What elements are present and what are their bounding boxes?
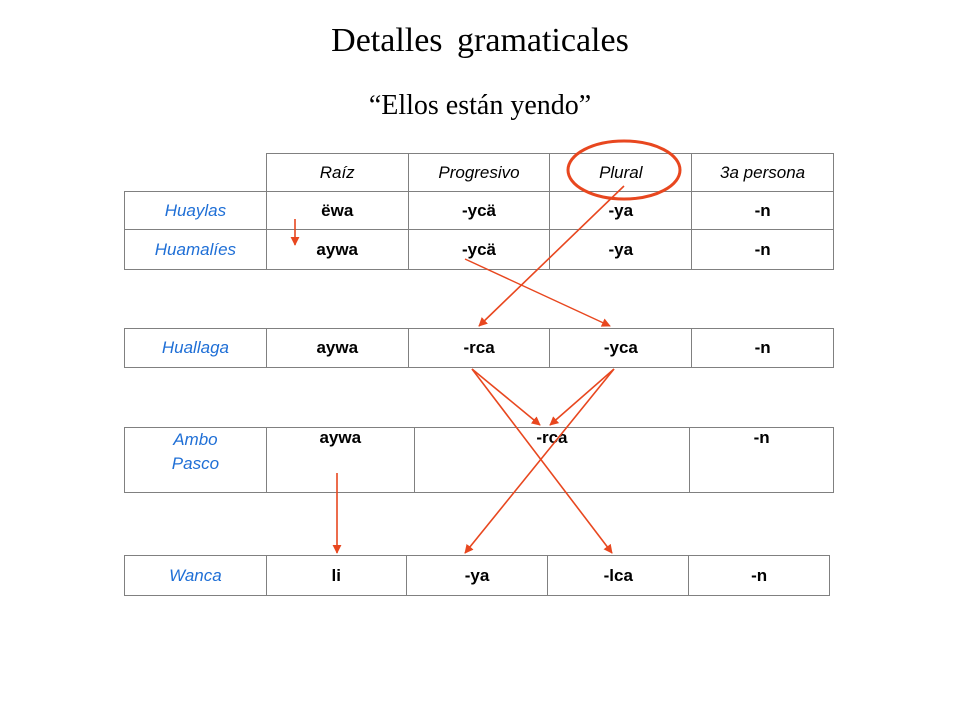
- wanca-progresivo: -ya: [406, 556, 548, 596]
- wanca-persona: -n: [689, 556, 830, 596]
- page-title: Detalles gramaticales: [331, 22, 629, 59]
- huallaga-persona: -n: [692, 329, 834, 368]
- dialect-pasco: Pasco: [171, 454, 220, 473]
- plural-highlight-circle: [568, 141, 680, 199]
- huallaga-plural: -yca: [550, 329, 692, 368]
- huaylas-persona: -n: [692, 192, 834, 230]
- dialect-wanca: Wanca: [125, 556, 267, 596]
- header-progresivo: Progresivo: [408, 154, 550, 192]
- huamalies-persona: -n: [692, 230, 834, 270]
- huallaga-progresivo: -rca: [408, 329, 550, 368]
- ambo-pasco-persona: -n: [690, 428, 834, 493]
- header-raiz: Raíz: [266, 154, 408, 192]
- huaylas-progresivo: -ycä: [408, 192, 550, 230]
- huamalies-progresivo: -ycä: [408, 230, 550, 270]
- header-plural: Plural: [550, 154, 692, 192]
- huamalies-raiz: aywa: [266, 230, 408, 270]
- dialect-huaylas: Huaylas: [125, 192, 267, 230]
- wanca-plural: -lca: [548, 556, 689, 596]
- huallaga-raiz: aywa: [266, 329, 408, 368]
- dialect-huamalies: Huamalíes: [125, 230, 267, 270]
- dialect-ambo: Ambo: [173, 430, 218, 449]
- arrow-yca-merge: [550, 369, 614, 425]
- dialect-huallaga: Huallaga: [125, 329, 267, 368]
- huaylas-plural: -ya: [550, 192, 692, 230]
- huamalies-plural: -ya: [550, 230, 692, 270]
- wanca-raiz: li: [266, 556, 406, 596]
- ambo-pasco-raiz: aywa: [266, 428, 414, 493]
- huaylas-raiz: ëwa: [266, 192, 408, 230]
- ambo-pasco-merged-suffix: -rca: [414, 428, 690, 493]
- header-3a-persona: 3a persona: [692, 154, 834, 192]
- arrow-plural-to-progresivo: [479, 186, 624, 326]
- arrow-rca-merge: [472, 369, 540, 425]
- subtitle: “Ellos están yendo”: [368, 90, 592, 121]
